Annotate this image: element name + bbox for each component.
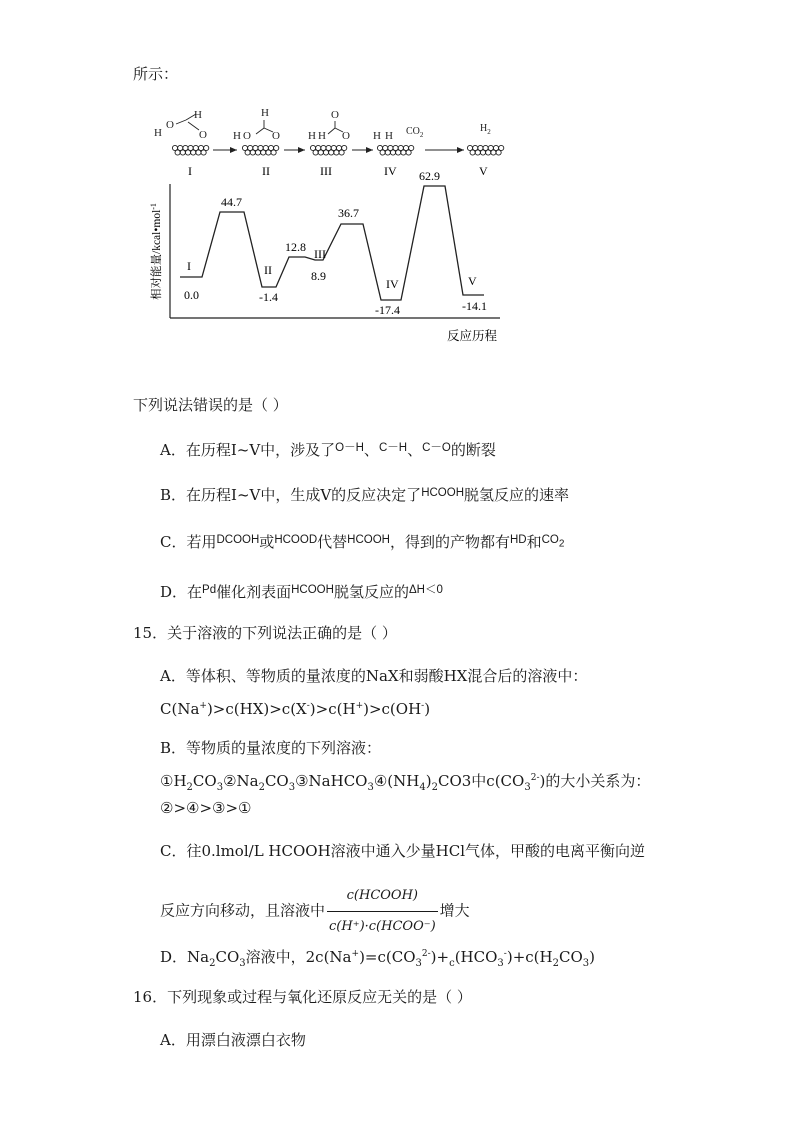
q14-option-b[interactable] [160,483,569,505]
svg-text:O: O [331,109,339,121]
stage-label-2: II [262,164,270,178]
svg-text:H: H [318,130,326,142]
q14-a-sep-1: 、 [363,441,379,459]
q14-option-d[interactable] [160,580,443,602]
level-label-4: IV [386,277,399,291]
q14-a-text: A．在历程Ⅰ~Ⅴ中，涉及了 [160,441,336,459]
q15-option-b-line3: ②>④>③>① [160,799,252,817]
value-neg-14-1: -14.1 [462,299,487,313]
level-label-5: V [468,274,477,288]
value-36-7: 36.7 [338,206,359,220]
q14-a-formula-1: O－H [335,442,364,454]
q14-a-formula-3: C－O [422,442,451,454]
level-label-2: II [264,263,272,277]
svg-text:O: O [342,130,350,142]
svg-text:H: H [233,130,241,142]
q14-c-formula-3: HCOOH [347,534,390,546]
q15-option-b-line2: $①H_2CO_3②Na_2CO_3③NaHCO_3④(NH_4)_2CO3$中$c(CO_3^{2-})$的大小关系为： [160,772,651,793]
q14-b-post: 脱氢反应的速率 [464,486,570,504]
q14-c-formula-4: HD [509,534,527,546]
catalyst-surface-2 [242,145,278,155]
q14-a-post: 的断裂 [450,441,496,459]
stage-label-4: IV [384,164,397,178]
q14-b-formula: HCOOH [421,487,464,499]
q14-c-formula-1: DCOOH [216,534,260,546]
stage-4-structure [373,126,424,142]
value-8-9: 8.9 [311,269,326,283]
stage-5-h2: $H_2$ [480,123,491,136]
stage-label-5: V [479,164,488,178]
value-12-8: 12.8 [285,240,306,254]
q15-option-b-line1[interactable]: B．等物质的量浓度的下列溶液： [160,739,382,757]
q16-option-a[interactable]: A．用漂白液漂白衣物 [160,1031,306,1049]
q14-c-mid-3: ，得到的产物都有 [389,533,510,551]
svg-text:H: H [308,130,316,142]
svg-text:H: H [194,109,202,121]
catalyst-surface-1 [172,145,208,155]
svg-text:O: O [199,129,207,141]
svg-text:O: O [166,119,174,131]
energy-diagram [0,100,800,460]
q14-a-formula-2: C－H [378,442,408,454]
svg-text:H: H [154,127,162,139]
svg-text:H: H [385,130,393,142]
q14-c-mid-2: 代替 [317,533,348,551]
q14-c-mid-4: 和 [526,533,542,551]
q14-d-text: D．在 [160,583,203,601]
q14-d-formula-1: Pd [202,584,217,596]
q16-stem: 16．下列现象或过程与氧化还原反应无关的是（ ） [133,988,472,1006]
svg-text:CO2: $CO_2$ [406,126,424,139]
intro-text: 所示： [133,65,179,83]
svg-text:H: H [261,107,269,119]
svg-text:O: O [272,130,280,142]
q14-b-text: B．在历程Ⅰ~Ⅴ中，生成Ⅴ的反应决定了 [160,486,422,504]
q14-d-mid-1: 催化剂表面 [216,583,292,601]
stage-3-structure [308,109,350,142]
stage-2-structure [233,107,280,142]
level-label-1: I [187,259,191,273]
q15-option-a-line2: C(Na+)>c(HX)>c(X-)>c(H+)>c(OH-) [160,700,431,718]
stage-label-1: I [188,164,192,178]
value-62-9: 62.9 [419,169,440,183]
q14-stem: 下列说法错误的是（ ） [133,396,288,414]
q14-d-formula-3: ΔH＜0 [408,584,443,596]
y-axis-label: 相对能量/kcal•mol$^{-1}$ [149,203,163,300]
ratio-fraction: $\frac{\text{c(HCOOH)}}{\text{c(H⁺)·c(HCOO⁻)}}$ [327,882,438,941]
q15-option-c-line1[interactable]: C．往0.lmol/L HCOOH溶液中通入少量HCl气体，甲酸的电离平衡向逆 [160,842,646,860]
q14-c-formula-2: HCOOD [274,534,318,546]
stage-label-3: III [320,164,332,178]
q14-option-c[interactable] [160,530,564,554]
stage-1-structure [154,109,207,141]
value-neg-17-4: -17.4 [375,303,400,317]
q14-c-text: C．若用 [160,533,217,551]
catalyst-surface-3 [310,145,346,155]
catalyst-surface-5 [467,145,503,155]
q14-d-formula-2: HCOOH [291,584,334,596]
svg-text:H: H [373,130,381,142]
q15-option-c-line2: 反应方向移动，且溶液中 $\frac{\text{c(HCOOH)}}{\text{c(H⁺)·c(HCOO⁻)}}$ 增大 [160,882,470,941]
q15-option-d[interactable]: D．$Na_2CO_3$溶液中，$2c(Na^+)=c(CO_3^{2-})+_c(HCO_3^-)+c(H_2CO_3)$ [160,948,595,969]
value-neg-1-4: -1.4 [259,290,278,304]
q14-d-mid-2: 脱氢反应的 [333,583,409,601]
q14-a-sep-2: 、 [407,441,423,459]
catalyst-surface-4 [377,145,413,155]
svg-text:O: O [243,130,251,142]
value-44-7: 44.7 [221,195,242,209]
q14-c-mid-1: 或 [259,533,275,551]
q15-option-a-line1[interactable]: A．等体积、等物质的量浓度的NaX和弱酸HX混合后的溶液中： [160,667,588,685]
q14-option-a[interactable] [160,438,496,460]
x-axis-label: 反应历程 [447,329,498,343]
q14-c-formula-5: CO2 [541,534,565,550]
q15-stem: 15．关于溶液的下列说法正确的是（ ） [133,624,397,642]
level-label-3: III [314,247,326,261]
value-0: 0.0 [184,288,199,302]
